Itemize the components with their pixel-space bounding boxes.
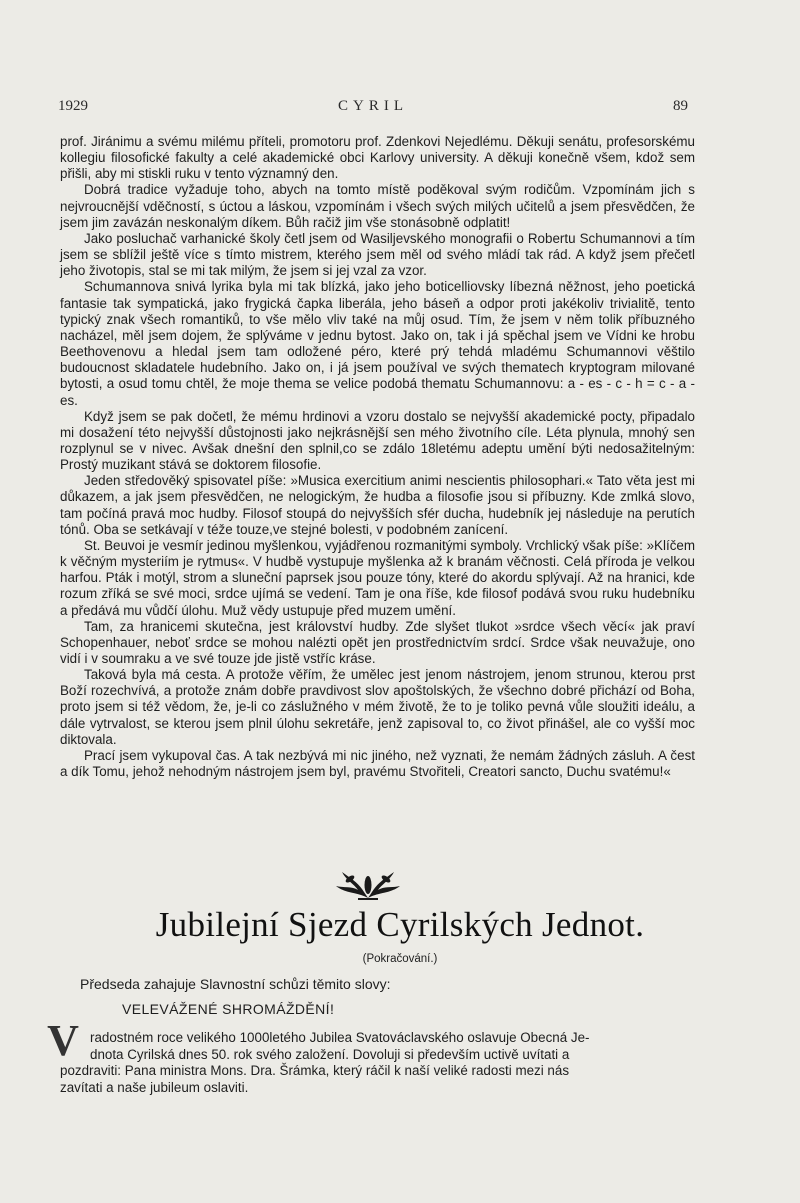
paragraph: Taková byla má cesta. A protože věřím, že umělec jest jenom nástrojem, jenom strunou, kterou prst Boží rozechvívá, a protože znám dobře pravdivost slov apoštolských, že všechno dobré přichází od Boha, proto jsem si též vědom, že, je-li co záslužného v mém životě, že to je toliko pevná vůle sloužiti ideálu, a dále vytrvalost, se kterou jsem plnil úlohu sekretáře, jenž zapisoval to, co život přinášel, ale co vyšší moc diktovala.	[60, 667, 695, 747]
text-line: pozdraviti: Pana ministra Mons. Dra. Šrámka, který ráčil k naší veliké radosti mezi nás	[60, 1063, 570, 1078]
paragraph: prof. Jiránimu a svému milému příteli, promotoru prof. Zdenkovi Nejedlému. Děkuji senátu, profesorskému kollegiu filosofické fakulty a celé akademické obci Karlovy university. A děkuji konečně všem, kdož sem přišli, aby mi stiskli ruku v tento významný den.	[60, 134, 695, 182]
floral-ornament-icon	[328, 868, 408, 902]
paragraph: Prací jsem vykupoval čas. A tak nezbývá mi nic jiného, než vyznati, že nemám žádných zásluh. A čest a dík Tomu, jehož nehodným nástrojem jsem byl, pravému Stvořiteli, Creatori sancto, Duchu svatému!«	[60, 747, 695, 780]
paragraph: Dobrá tradice vyžaduje toho, abych na tomto místě poděkoval svým rodičům. Vzpomínám jich s nejvroucnější vděčností, s úctou a láskou, vzpomínám i všech svých milých učitelů a jsem přesvědčen, že jsem jim zavázán neskonalým díkem. Bůh račiž jim vše stonásobně odplatit!	[60, 182, 695, 230]
body-text	[60, 134, 695, 780]
article-title: Jubilejní Sjezd Cyrilských Jednot.	[155, 905, 645, 944]
paragraph: Tam, za hranicemi skutečna, jest království hudby. Zde slyšet tlukot »srdce všech věcí« jak praví Schopenhauer, neboť srdce se mohou nalézti opět jen prostřednictvím srdcí. Srdce však neuvažuje, ono vidí i v soumraku a ve své touze jde jistě vstříc kráse.	[60, 618, 695, 666]
text-line: dnota Cyrilská dnes 50. rok svého založení. Dovoluji si především uctivě uvítati a	[90, 1046, 570, 1062]
page-header	[58, 98, 688, 118]
paragraph: Když jsem se pak dočetl, že mému hrdinovi a vzoru dostalo se nejvyšší akademické pocty, připadalo mi dosažení této nejvyšší důstojnosti jako nejkrásnější sen mého životního cíle. Léta plynula, mnohý sen rozplynul se v nivec. Avšak dnešní den splnil,co se zdálo 18letému adeptu umění býti nedosažitelným: Prostý muzikant stává se doktorem filosofie.	[60, 408, 695, 473]
journal-title: CYRIL	[338, 98, 408, 114]
paragraph: Jako posluchač varhanické školy četl jsem od Wasiljevského monografii o Robertu Schumannovi a tím jsem se sblížil ještě více s tímto mistrem, kterého jsem měl od svého mládí tak rád. A když jsem přečetl jeho životopis, stal se mi tak milým, že jsem si jej vzal za vzor.	[60, 230, 695, 279]
article-subtitle: (Pokračování.)	[362, 953, 438, 965]
text-line: radostném roce velikého 1000letého Jubilea Svatováclavského oslavuje Obecná Je-	[90, 1030, 590, 1045]
salutation: VELEVÁŽENÉ SHROMÁŽDĚNÍ!	[122, 1001, 335, 1017]
article-opening-paragraph	[60, 1030, 697, 1096]
paragraph: Schumannova snivá lyrika byla mi tak blízká, jako jeho boticelliovsky líbezná něžnost, jeho poetická fantasie tak sympatická, jako frygická čapka liberála, jeho báseň a odpor proti jakékoliv trivialitě, tento typický znak všech romantiků, to vše mělo vliv také na můj osud. Tím, že jsem v něm tolik příbuzného nacházel, měl jsem dojem, že splýváme v jednu bytost. Jako on, tak i já spěchal jsem ve Vídni ke hrobu Beethovenovu a hledal jsem tam odložené péro, které prý tehdá mladému Schumannovi věštilo budoucnost skladatele hudebního. Jako on, i já jsem používal ve svých thematech kryptogram milované bytosti, a osud tomu chtěl, že moje thema se velice podobá thematu Schumannovu: a - es - c - h = c - a - es.	[60, 279, 695, 408]
page-number: 89	[673, 98, 688, 114]
article-intro: Předseda zahajuje Slavnostní schůzi těmito slovy:	[80, 976, 391, 992]
drop-cap: V	[47, 1016, 79, 1065]
paragraph: St. Beuvoi je vesmír jedinou myšlenkou, vyjádřenou rozmanitými symboly. Vrchlický však píše: »Klíčem k věčným mysteriím je rytmus«. V hudbě vystupuje myšlenka až k branám věčnosti. Celá příroda je velkou harfou. Pták i motýl, strom a sluneční paprsek jsou pouze tóny, které do akordu splývají. Až na hranici, kde rozum zříká se své moci, srdce ujímá se vedení. Tam je ona říše, kde filosof podává svou ruku hudebníku a předává mu vůdčí úlohu. Muž vědy ustupuje před muzem umění.	[60, 537, 695, 618]
header-year: 1929	[58, 98, 88, 114]
paragraph: Jeden středověký spisovatel píše: »Musica exercitium animi nescientis philosophari.« Tato věta jest mi důkazem, a jak jsem přesvědčen, ne nelogickým, že hudba a filosofie jsou si příbuzny. Kde zmlká slovo, tam počíná pravá moc hudby. Filosof stoupá do nejvyšších sfér ducha, hudebník jej následuje na perutích tónů. Oba se setkávají v téže touze,ve stejné bolesti, v podobném zanícení.	[60, 473, 695, 537]
text-line: zavítati a naše jubileum oslaviti.	[60, 1079, 249, 1095]
